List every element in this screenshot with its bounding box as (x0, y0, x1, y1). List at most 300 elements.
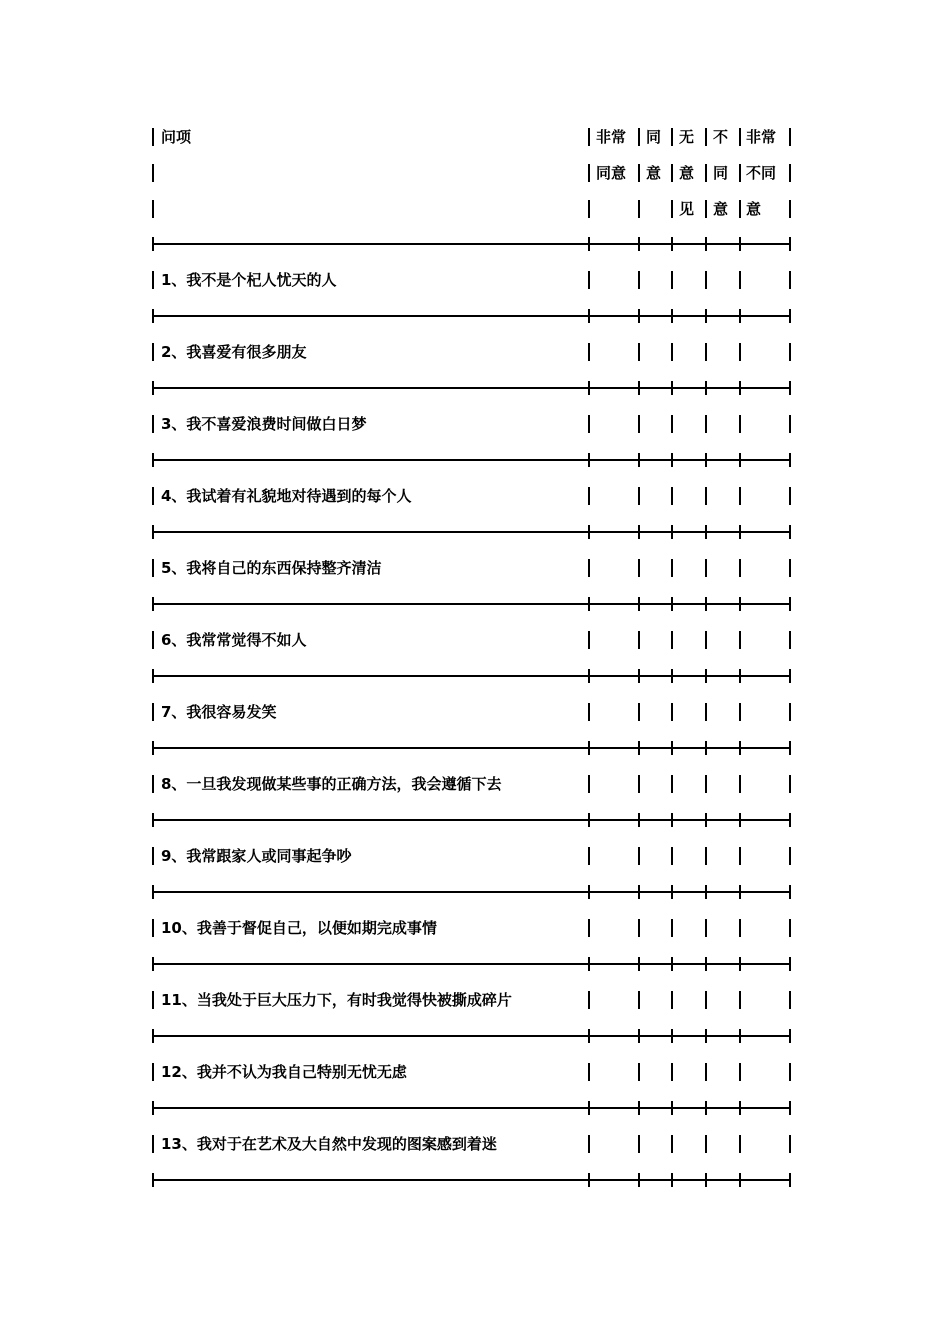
row-divider-tick (739, 669, 741, 683)
column-separator (789, 919, 791, 937)
column-separator (739, 559, 741, 577)
answer-cell[interactable] (708, 629, 737, 651)
column-separator (789, 415, 791, 433)
column-separator (671, 559, 673, 577)
column-separator (789, 164, 791, 182)
column-separator (789, 200, 791, 218)
column-separator (638, 487, 640, 505)
answer-cell[interactable] (742, 557, 787, 579)
column-separator (789, 775, 791, 793)
answer-cell[interactable] (641, 269, 669, 291)
answer-cell[interactable] (674, 1061, 703, 1083)
question-text: 9、我常跟家人或同事起争吵 (161, 847, 352, 865)
column-separator (638, 415, 640, 433)
answer-cell[interactable] (708, 341, 737, 363)
column-separator (671, 200, 673, 218)
column-separator (588, 775, 590, 793)
row-divider-tick (152, 525, 154, 539)
row-divider-tick (739, 957, 741, 971)
row-divider (152, 819, 790, 821)
row-divider-tick (588, 381, 590, 395)
row-divider-tick (671, 1101, 673, 1115)
answer-cell[interactable] (674, 1133, 703, 1155)
column-separator (638, 991, 640, 1009)
row-divider-tick (152, 1173, 154, 1187)
answer-cell[interactable] (641, 701, 669, 723)
row-divider-tick (638, 669, 640, 683)
answer-cell[interactable] (591, 845, 636, 867)
row-divider-tick (739, 525, 741, 539)
column-separator (152, 703, 154, 721)
answer-cell[interactable] (674, 557, 703, 579)
column-separator (152, 559, 154, 577)
answer-cell[interactable] (708, 917, 737, 939)
column-separator (705, 631, 707, 649)
answer-cell[interactable] (742, 413, 787, 435)
answer-cell[interactable] (708, 773, 737, 795)
answer-cell[interactable] (708, 269, 737, 291)
header-column-label: 非常 (596, 128, 627, 146)
column-separator (789, 703, 791, 721)
row-divider-tick (739, 885, 741, 899)
column-separator (638, 775, 640, 793)
row-divider-tick (705, 381, 707, 395)
answer-cell[interactable] (742, 845, 787, 867)
row-divider-tick (705, 1101, 707, 1115)
column-separator (671, 631, 673, 649)
row-divider-tick (588, 237, 590, 251)
row-divider-tick (789, 1173, 791, 1187)
column-separator (588, 1135, 590, 1153)
answer-cell[interactable] (591, 629, 636, 651)
column-separator (705, 847, 707, 865)
column-separator (789, 559, 791, 577)
answer-cell[interactable] (674, 989, 703, 1011)
column-separator (152, 631, 154, 649)
answer-cell[interactable] (674, 413, 703, 435)
column-separator (739, 487, 741, 505)
row-divider-tick (739, 813, 741, 827)
answer-cell[interactable] (591, 773, 636, 795)
row-divider-tick (739, 237, 741, 251)
question-text: 3、我不喜爱浪费时间做白日梦 (161, 415, 367, 433)
row-divider (152, 1035, 790, 1037)
answer-cell[interactable] (674, 845, 703, 867)
column-separator (671, 919, 673, 937)
question-text: 10、我善于督促自己，以便如期完成事情 (161, 919, 437, 937)
row-divider-tick (789, 885, 791, 899)
row-divider-tick (789, 597, 791, 611)
answer-cell[interactable] (591, 1061, 636, 1083)
row-divider-tick (588, 669, 590, 683)
header-column-label: 意 (713, 200, 729, 218)
row-divider-tick (671, 597, 673, 611)
column-separator (638, 1063, 640, 1081)
column-separator (705, 415, 707, 433)
column-separator (671, 487, 673, 505)
column-separator (739, 164, 741, 182)
header-column-label: 意 (746, 200, 762, 218)
row-divider-tick (739, 741, 741, 755)
answer-cell[interactable] (742, 917, 787, 939)
column-separator (705, 1063, 707, 1081)
column-separator (638, 271, 640, 289)
answer-cell[interactable] (674, 485, 703, 507)
column-separator (588, 1063, 590, 1081)
row-divider-tick (789, 381, 791, 395)
column-separator (671, 271, 673, 289)
column-separator (789, 1063, 791, 1081)
column-separator (152, 487, 154, 505)
row-divider (152, 747, 790, 749)
column-separator (588, 487, 590, 505)
answer-cell[interactable] (742, 485, 787, 507)
answer-cell[interactable] (674, 917, 703, 939)
answer-cell[interactable] (742, 269, 787, 291)
row-divider-tick (638, 381, 640, 395)
column-separator (739, 919, 741, 937)
column-separator (638, 200, 640, 218)
answer-cell[interactable] (708, 413, 737, 435)
row-divider-tick (789, 309, 791, 323)
question-text: 11、当我处于巨大压力下，有时我觉得快被撕成碎片 (161, 991, 512, 1009)
row-divider-tick (638, 813, 640, 827)
column-separator (588, 271, 590, 289)
row-divider (152, 315, 790, 317)
answer-cell[interactable] (708, 485, 737, 507)
row-divider-tick (671, 381, 673, 395)
column-separator (789, 128, 791, 146)
column-separator (739, 991, 741, 1009)
column-separator (789, 631, 791, 649)
column-separator (588, 559, 590, 577)
header-column-label: 同 (646, 128, 662, 146)
header-column-label: 同意 (596, 164, 627, 182)
column-separator (705, 271, 707, 289)
row-divider-tick (588, 885, 590, 899)
answer-cell[interactable] (641, 917, 669, 939)
row-divider-tick (152, 957, 154, 971)
row-divider (152, 459, 790, 461)
row-divider-tick (638, 885, 640, 899)
row-divider-tick (789, 453, 791, 467)
row-divider-tick (152, 669, 154, 683)
row-divider-tick (671, 741, 673, 755)
row-divider-tick (789, 813, 791, 827)
answer-cell[interactable] (742, 773, 787, 795)
column-separator (671, 847, 673, 865)
row-divider-tick (638, 957, 640, 971)
answer-cell[interactable] (674, 701, 703, 723)
column-separator (705, 775, 707, 793)
row-divider-tick (789, 741, 791, 755)
header-question-label: 问项 (161, 128, 192, 146)
column-separator (152, 271, 154, 289)
column-separator (739, 1135, 741, 1153)
answer-cell[interactable] (641, 413, 669, 435)
column-separator (152, 1063, 154, 1081)
column-separator (638, 1135, 640, 1153)
question-text: 12、我并不认为我自己特别无忧无虑 (161, 1063, 407, 1081)
column-separator (638, 631, 640, 649)
row-divider-tick (789, 1101, 791, 1115)
column-separator (588, 919, 590, 937)
row-divider-tick (638, 1173, 640, 1187)
row-divider-tick (152, 885, 154, 899)
answer-cell[interactable] (742, 1133, 787, 1155)
row-divider-tick (638, 1101, 640, 1115)
row-divider-tick (588, 1173, 590, 1187)
row-divider-tick (671, 813, 673, 827)
column-separator (739, 271, 741, 289)
answer-cell[interactable] (708, 1061, 737, 1083)
row-divider-tick (789, 957, 791, 971)
row-divider-tick (705, 525, 707, 539)
row-divider (152, 603, 790, 605)
answer-cell[interactable] (641, 485, 669, 507)
row-divider-tick (588, 813, 590, 827)
column-separator (739, 128, 741, 146)
column-separator (588, 164, 590, 182)
column-separator (588, 847, 590, 865)
answer-cell[interactable] (674, 629, 703, 651)
column-separator (588, 200, 590, 218)
answer-cell[interactable] (742, 341, 787, 363)
row-divider-tick (705, 669, 707, 683)
column-separator (152, 164, 154, 182)
answer-cell[interactable] (591, 701, 636, 723)
column-separator (705, 200, 707, 218)
row-divider-tick (705, 885, 707, 899)
row-divider-tick (671, 525, 673, 539)
column-separator (789, 343, 791, 361)
column-separator (789, 271, 791, 289)
column-separator (705, 343, 707, 361)
column-separator (638, 128, 640, 146)
header-column-label: 意 (646, 164, 662, 182)
answer-cell[interactable] (591, 989, 636, 1011)
answer-cell[interactable] (641, 557, 669, 579)
row-divider (152, 387, 790, 389)
column-separator (638, 703, 640, 721)
row-divider-tick (671, 669, 673, 683)
row-divider-tick (739, 381, 741, 395)
answer-cell[interactable] (591, 269, 636, 291)
row-divider-tick (739, 1101, 741, 1115)
column-separator (638, 919, 640, 937)
header-column-label: 无 (679, 128, 695, 146)
column-separator (789, 847, 791, 865)
column-separator (671, 343, 673, 361)
question-text: 8、一旦我发现做某些事的正确方法，我会遵循下去 (161, 775, 502, 793)
column-separator (789, 991, 791, 1009)
row-divider-tick (638, 597, 640, 611)
column-separator (671, 128, 673, 146)
answer-cell[interactable] (708, 701, 737, 723)
row-divider (152, 1107, 790, 1109)
row-divider-tick (789, 1029, 791, 1043)
row-divider-tick (152, 813, 154, 827)
row-divider-tick (588, 597, 590, 611)
row-divider-tick (671, 957, 673, 971)
row-divider-tick (152, 741, 154, 755)
row-divider-tick (588, 957, 590, 971)
row-divider-tick (152, 453, 154, 467)
column-separator (671, 1063, 673, 1081)
column-separator (638, 559, 640, 577)
row-divider-tick (705, 957, 707, 971)
row-divider-tick (638, 525, 640, 539)
row-divider-tick (671, 309, 673, 323)
column-separator (152, 128, 154, 146)
row-divider-tick (705, 1029, 707, 1043)
row-divider-tick (588, 741, 590, 755)
column-separator (705, 128, 707, 146)
row-divider-tick (705, 237, 707, 251)
column-separator (739, 775, 741, 793)
row-divider-tick (588, 453, 590, 467)
row-divider (152, 531, 790, 533)
answer-cell[interactable] (742, 701, 787, 723)
answer-cell[interactable] (591, 485, 636, 507)
answer-cell[interactable] (708, 845, 737, 867)
answer-cell[interactable] (591, 1133, 636, 1155)
column-separator (671, 991, 673, 1009)
answer-cell[interactable] (591, 917, 636, 939)
column-separator (671, 703, 673, 721)
answer-cell[interactable] (708, 557, 737, 579)
answer-cell[interactable] (641, 773, 669, 795)
answer-cell[interactable] (708, 989, 737, 1011)
row-divider (152, 891, 790, 893)
column-separator (705, 703, 707, 721)
row-divider-tick (739, 309, 741, 323)
row-divider-tick (739, 597, 741, 611)
column-separator (152, 847, 154, 865)
column-separator (671, 775, 673, 793)
column-separator (739, 200, 741, 218)
row-divider-tick (588, 1029, 590, 1043)
row-divider-tick (671, 237, 673, 251)
column-separator (588, 991, 590, 1009)
row-divider-tick (671, 1029, 673, 1043)
row-divider-tick (152, 309, 154, 323)
row-divider-tick (705, 309, 707, 323)
answer-cell[interactable] (591, 413, 636, 435)
answer-cell[interactable] (674, 773, 703, 795)
row-divider-tick (705, 741, 707, 755)
answer-cell[interactable] (591, 557, 636, 579)
row-divider-tick (638, 309, 640, 323)
column-separator (152, 200, 154, 218)
question-text: 7、我很容易发笑 (161, 703, 277, 721)
answer-cell[interactable] (742, 989, 787, 1011)
row-divider (152, 243, 790, 245)
row-divider-tick (638, 453, 640, 467)
question-text: 5、我将自己的东西保持整齐清洁 (161, 559, 382, 577)
header-column-label: 非常 (746, 128, 777, 146)
column-separator (739, 1063, 741, 1081)
row-divider-tick (638, 741, 640, 755)
row-divider-tick (588, 1101, 590, 1115)
question-text: 2、我喜爱有很多朋友 (161, 343, 307, 361)
question-text: 4、我试着有礼貌地对待遇到的每个人 (161, 487, 412, 505)
column-separator (152, 919, 154, 937)
answer-cell[interactable] (641, 1061, 669, 1083)
row-divider-tick (638, 237, 640, 251)
column-separator (588, 415, 590, 433)
answer-cell[interactable] (674, 269, 703, 291)
column-separator (152, 415, 154, 433)
answer-cell[interactable] (641, 341, 669, 363)
answer-cell[interactable] (742, 1061, 787, 1083)
column-separator (705, 559, 707, 577)
row-divider-tick (705, 1173, 707, 1187)
column-separator (638, 343, 640, 361)
column-separator (705, 919, 707, 937)
answer-cell[interactable] (591, 341, 636, 363)
answer-cell[interactable] (641, 629, 669, 651)
row-divider (152, 1179, 790, 1181)
question-text: 13、我对于在艺术及大自然中发现的图案感到着迷 (161, 1135, 497, 1153)
header-column-label: 不同 (746, 164, 777, 182)
row-divider-tick (152, 381, 154, 395)
column-separator (671, 415, 673, 433)
row-divider-tick (152, 597, 154, 611)
row-divider-tick (739, 453, 741, 467)
row-divider-tick (671, 453, 673, 467)
answer-cell[interactable] (641, 1133, 669, 1155)
answer-cell[interactable] (674, 341, 703, 363)
column-separator (789, 487, 791, 505)
column-separator (588, 128, 590, 146)
row-divider-tick (789, 237, 791, 251)
answer-cell[interactable] (641, 845, 669, 867)
answer-cell[interactable] (742, 629, 787, 651)
question-text: 1、我不是个杞人忧天的人 (161, 271, 337, 289)
column-separator (739, 343, 741, 361)
header-column-label: 见 (679, 200, 695, 218)
row-divider-tick (152, 1101, 154, 1115)
column-separator (588, 343, 590, 361)
column-separator (152, 1135, 154, 1153)
column-separator (638, 847, 640, 865)
row-divider-tick (671, 1173, 673, 1187)
header-column-label: 同 (713, 164, 729, 182)
column-separator (671, 1135, 673, 1153)
column-separator (739, 703, 741, 721)
column-separator (739, 847, 741, 865)
row-divider-tick (705, 597, 707, 611)
row-divider (152, 963, 790, 965)
column-separator (705, 164, 707, 182)
answer-cell[interactable] (641, 989, 669, 1011)
row-divider-tick (739, 1173, 741, 1187)
row-divider-tick (638, 1029, 640, 1043)
row-divider-tick (671, 885, 673, 899)
header-column-label: 不 (713, 128, 729, 146)
column-separator (671, 164, 673, 182)
column-separator (152, 991, 154, 1009)
column-separator (705, 991, 707, 1009)
row-divider-tick (705, 453, 707, 467)
row-divider-tick (705, 813, 707, 827)
header-column-label: 意 (679, 164, 695, 182)
row-divider-tick (588, 309, 590, 323)
column-separator (588, 631, 590, 649)
column-separator (152, 775, 154, 793)
answer-cell[interactable] (708, 1133, 737, 1155)
